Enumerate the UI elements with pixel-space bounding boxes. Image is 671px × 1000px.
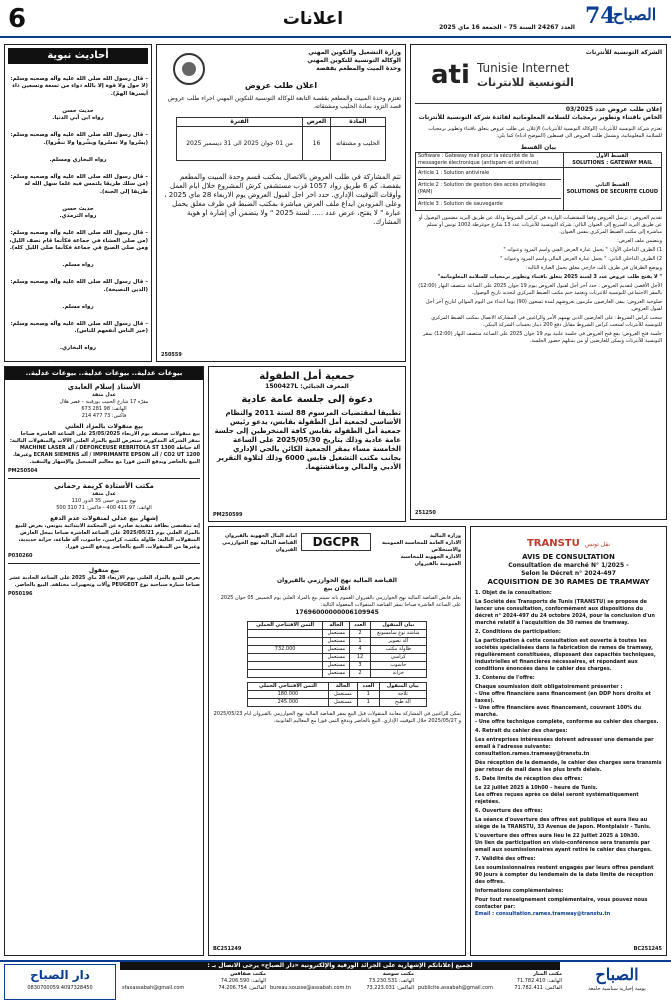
transtu-line: Pour tout renseignement complémentaire, vous pouvez nous contacter par: (475, 897, 648, 910)
table-cell (416, 168, 564, 211)
office-line: الهاتف: 71.782.410 (516, 978, 562, 984)
transtu-line: Informations complémentaires: (475, 888, 564, 894)
table-cell: آلة تصوير (370, 638, 426, 646)
table-cell: مستعمل (323, 662, 350, 670)
footer-sub-logo (4, 964, 116, 1000)
footer-office (418, 971, 562, 1000)
table-row (248, 630, 427, 638)
table-cell: 3 (350, 662, 370, 670)
dgcpr-org-line: القباضة المالية نهج الخوارزمي القيروان (222, 540, 297, 553)
table-cell: مستعمل (323, 638, 350, 646)
table-cell: 1 (358, 691, 380, 699)
training-title: اعلان طلب عروض (244, 81, 318, 90)
office-line: نهج سيدي حسن 35 الدور 110 (71, 498, 137, 504)
table-header: الفترة (177, 118, 303, 127)
dgcpr-table-2 (247, 682, 427, 707)
table-cell: شاشة نوع سامسونغ (370, 630, 426, 638)
transtu-line: L'ouverture des offres aura lieu le 22 juillet 2025 à 10h30. (475, 833, 640, 839)
training-org (221, 49, 401, 73)
ati-paragraph: سحب كراس الشروط: على العارضين الذين يهمهم الأمر والراغبين في المشاركة الاتصال بمكتب الضبط المركزي للتونسية للأنترنات لسحب كراس الشروط مقابل دفع 200 دينار بحساب الشركة البنكي. (431, 315, 662, 328)
office-title: مكتب الأستاذة كريمة رحماني (54, 482, 154, 490)
table-row (248, 654, 427, 662)
hadith-item: – قال رسول الله صلى الله عليه وآله وصحبه وسلم: (خير الناس أنفعهم للناس). (10, 320, 148, 334)
transtu-line: Les entreprises intéressées doivent adresser une demande par email à l'adresse suivante: consultation.rames.tramway@transtu.tn (475, 737, 654, 757)
training-org-line: وزارة التشغيل والتكوين المهني (308, 49, 401, 56)
transtu-line: Chaque soumission doit obligatoirement présenter : (475, 684, 623, 690)
transtu-line: - Une offre financière avec financement, couvrant 100% du marché. (475, 705, 642, 718)
transtu-logo-ar: نقل تونس (584, 541, 611, 548)
lot-item: Article 1 : Solution antivirale (418, 168, 561, 180)
page-header (0, 0, 671, 38)
dgcpr-footer: يمكن للراغبين في المشاركة معاينة المنقولات قبل البيع بمقر القباضة المالية نهج الخوارزمي بالقيروان ايام 2025/05/23 و 2025/05/27 خلال التوقيت الإداري. البيع بالحاضر ويدفع الثمن فورا مع المعاليم القانونية. (213, 711, 461, 724)
table-row (248, 646, 427, 654)
table-row (248, 670, 427, 678)
table-row (248, 691, 427, 699)
table-cell: 180.000 (248, 691, 329, 699)
dgcpr-org-line: امانة المال الجهوية بالقيروان (225, 533, 297, 539)
table-cell: مستعمل (323, 654, 350, 662)
page-number: 6 (8, 4, 27, 34)
transtu-title: AVIS DE CONSULTATION (522, 553, 615, 561)
table-cell: طاولة مكتب (370, 646, 426, 654)
table-row (177, 118, 386, 127)
table-header: الحالة (328, 683, 357, 691)
ati-title: إعلان طلب عروض عدد 03/2025 (415, 103, 662, 114)
transtu-line: 7. Validité des offres: (475, 856, 536, 862)
table-cell: Software : Gateway mail pour la sécurité de la messagerie électronique (antispam et antivirus) (416, 153, 564, 168)
office-line: الهاتف: 74.206.590 (220, 978, 266, 984)
ati-intro: تعتزم شركة التونسية للأنترنات (الوكالة التونسية للأنترنات) الإعلان عن طلب عروض يتعلق باقتناء وتطوير برمجيات للسلامة المعلوماتية، ويشمل طلب العروض الى قسطين (الموضح ادناه) كما يلي: (428, 126, 662, 139)
dgcpr-body: يعلم قابض القباضة المالية نهج الخوارزمي بالقيروان العموم بانه سيتم بيع بالمزاد العلني يوم الخميس 05 جوان 2025 على الساعة العاشرة صباحا بمقر القباضة المنقولات المعقولة التالية: (220, 595, 461, 608)
table-header: بيان المنقول (370, 622, 426, 630)
transtu-logo-text: TRANSTU (526, 538, 580, 549)
dgcpr-title: القباضة المالية نهج الخوارزمي بالقيروان (277, 577, 397, 584)
transtu-line: 3. Contenu de l'offre: (475, 675, 535, 681)
office-name: مكتب سوسة (382, 971, 414, 977)
ati-paragraph: ويوضع الظرفان في ظرف ثالث خارجي مغلق يحمل العبارة التالية: (525, 265, 662, 271)
table-cell (248, 630, 323, 638)
sale-title: بيع منقولات بالمزاد العلني (64, 423, 144, 430)
table-cell: كراسي (370, 654, 426, 662)
table-header: المادة (330, 118, 385, 127)
table-cell: مستعمل (323, 646, 350, 654)
ati-table-header: بيان القسط (520, 144, 557, 151)
ati-subtitle: الخاص باقتناء وتطوير برمجيات للسلامة المعلوماتية لفائدة شركة التونسية للأنترنات (418, 114, 662, 121)
ati-lots-table (415, 152, 662, 211)
table-cell: 732.000 (248, 646, 323, 654)
table-cell: 1 (358, 699, 380, 707)
transtu-line: Email : consultation.rames.tramway@transtu.tn (475, 911, 611, 917)
table-cell: 4 (350, 646, 370, 654)
ati-ad (410, 44, 667, 520)
table-cell: القسط الأول SOLUTIONS : GATEWAY MAIL (563, 153, 661, 168)
training-ad (156, 44, 406, 362)
section-title: اعلانات (282, 9, 344, 29)
transtu-sub2: Selon le Décret n° 2024-497 (521, 570, 616, 577)
table-header: الثمن الافتتاحي الجملي (248, 622, 323, 630)
office-line: الهاتف: 73.230.531 (368, 978, 414, 984)
table-header: الثمن الافتتاحي الجملي (248, 683, 329, 691)
table-cell (248, 662, 323, 670)
training-org-line: وحدة الميت والمطعم بقفصة (316, 65, 401, 72)
hadith-source: رواه البخاري ومسلم. (49, 156, 107, 163)
hadith-item: – قال رسول الله صلى الله عليه وآله وصحبه وسلم: (الدين النصيحة). (10, 279, 148, 293)
hadith-list (8, 68, 148, 362)
association-sub: المعرف الجبائي: 1500427L (265, 383, 349, 390)
transtu-line: Dès réception de la demande, le cahier des charges sera transmis par retour de mail dans les plus brefs délais. (475, 760, 662, 773)
table-row (177, 127, 386, 161)
transtu-line: 4. Retrait du cahier des charges: (475, 728, 568, 734)
table-row (248, 683, 427, 691)
transtu-line: 1. Objet de la consultation: (475, 590, 552, 596)
office-line: الفاكس: 71.782.411 (514, 985, 562, 991)
table-cell: مستعمل (328, 691, 357, 699)
office-sub: عدل منفذ (91, 392, 116, 398)
table-cell: 2 (350, 630, 370, 638)
sale-text: يعرض للبيع بالمزاد العلني يوم الاربعاء 28 ماي 2025 على الساعة الحادية عشر صباحا سيارة سياحية نوع PEUGEOT وآلات وتجهيزات مختلفة. البيع بالحاضر. (8, 575, 200, 588)
issue-info: العدد 24267 السنة 75 – الجمعة 16 ماي 2025 (439, 24, 575, 31)
table-cell: 1 (350, 638, 370, 646)
hadith-item: – قال رسول الله صلى الله عليه وآله وصحبه وسلم: (لا حول ولا قوة إلا بالله دواء من تسعة وتسعين داء أيسرها الهمّ). (10, 75, 148, 97)
transtu-line: 2. Conditions de participation: (475, 629, 561, 635)
training-logo-icon (167, 51, 211, 87)
association-heading: دعوة إلى جلسة عامة عادية (241, 394, 373, 405)
hadith-source: رواه مسلم. (62, 303, 94, 310)
table-cell: حاسوب (370, 662, 426, 670)
hadith-source: حديث حسن رواه ابن أبي الدنيا. (52, 107, 104, 121)
office-title: الأستاذ إسلام العابدي (67, 383, 141, 391)
ad-code: PM250504 (8, 468, 38, 474)
sale-title: بيع منقول (88, 567, 120, 574)
transtu-line: - Une offre technique complète, conforme au cahier des charges. (475, 719, 659, 725)
dgcpr-org-left (213, 533, 297, 554)
ad-code: PM250599 (213, 512, 243, 518)
table-cell: آلة طبخ (379, 699, 426, 707)
hadith-source: حديث حسن رواه الترمذي. (59, 205, 97, 219)
transtu-line: 5. Date limite de réception des offres: (475, 776, 583, 782)
transtu-line: Un lien de participation en visio-conférence sera transmis par email aux soumissionnaires ayant retiré le cahier des charges. (475, 840, 652, 853)
table-row (248, 699, 427, 707)
ati-paragraph: الأجل الأقصى لتقديم العروض : حدد آخر أجل لقبول العروض بيوم 19 جوان 2025 على الساعة منتصف النهار (12:00) بالمقر الاجتماعي للتونسية للانترنات ويعتمد ختم مكتب الضبط المركزي لتحديد تاريخ الوصول. (418, 283, 662, 296)
table-cell: الحليب و مشتقاته (330, 127, 385, 161)
sale-text: إنه بمقتضى بطاقة تنفيذية صادرة عن المحكمة الابتدائية بتونس، يعرض للبيع بالمزاد العلني يوم 2025/05/21 على الساعة العاشرة صباحا بمحل العارض المنقولات التالية: طاولة مكتب، كراسي، حاسوب، آلة طباعة، خزانة حديدية، وغيرها من المنقولات. البيع بالحاضر ويدفع الثمن فورا. (15, 523, 200, 550)
footer-phone: 0830700059:4097328450 (27, 985, 93, 991)
judicial-band: بيوعات عدلية.. بيوعات عدلية.. بيوعات عدلية.. (5, 367, 203, 380)
training-intro: تعتزم وحدة المبيت والمطعم بقفصة التابعة للوكالة التونسية للتكوين المهني اجراء طلب عروض قصد التزود بمادة الحليب ومشتقاته. (167, 95, 401, 110)
table-cell: 245.000 (248, 699, 329, 707)
table-row (248, 662, 427, 670)
table-row (248, 622, 427, 630)
ati-paragraph: صلوحية العروض: يبقى العارضون ملزمون بعروضهم لمدة تسعون (90) يوما ابتداء من اليوم الموالي لتاريخ آخر أجل لقبول العروض. (425, 299, 662, 312)
table-header: بيان المنقول (379, 683, 426, 691)
transtu-line: - Une offre financière sans financement (en DDP hors droits et taxes). (475, 691, 651, 704)
transtu-sub1: Consultation de marché N° 1/2025 - (508, 562, 629, 569)
dgcpr-ref: 17696000000006109945 (295, 609, 379, 616)
table-header: الغرض (303, 118, 331, 127)
hadith-source: رواه البخاري. (59, 345, 97, 351)
transtu-line: La Société des Transports de Tunis (TRANSTU) se propose de lancer une consultation, conformément aux dispositions du décret n° 2024-497 du 24 octobre 2024, pour la conclusion d'un marché relatif à l'acquisition de 30 rames de tramway. (475, 599, 655, 626)
ati-paragraph: جلسة فتح العروض: يقع فتح العروض في جلسة علنية يوم 19 جوان 2025 على الساعة منتصف النهار (12:00) بمقر التونسية للأنترنات ويمكن للعارضين أو من يمثلهم حضور الجلسة. (423, 331, 662, 344)
dgcpr-org-line: الادارة الجهوية للمحاسبة العمومية بالقيروان (400, 554, 461, 567)
table-cell: القسط الثاني SOLUTIONS DE SECURITE CLOUD (563, 168, 661, 211)
dgcpr-org-line: وزارة المالية (429, 533, 461, 539)
ati-logo-short: ati (431, 60, 470, 90)
office-sub: عدل منفذ (91, 491, 116, 497)
table-cell: مستعمل (328, 699, 357, 707)
ad-code: BC251249 (213, 946, 242, 952)
sale-text: بيع منقولات صحيفة يوم الاربعاء 25/05/2025 على الساعة العاشرة صباحا بمقر الشركة المذكورة، ستعرض للبيع بالمزاد العلني الآلات والمنقولات التالية: آلة خياطة DEFONCEUSE REBRITOLA ST 1300 / آلة MACHINE LASER CO2 UT 1200 / آلة IMPRIMANTE EPSON / آلة ECRAN SIEMENS وغيرها. البيع بالحاضر ويدفع الثمن فورا مع معاليم التسجيل والإشهار والتنفيذ. (9, 431, 200, 465)
table-header: العدد (350, 622, 370, 630)
office-line: الفاكس: 73.223.031 (366, 985, 414, 991)
table-cell: مستعمل (323, 630, 350, 638)
ad-code: BC251245 (633, 946, 662, 952)
ad-code: 251250 (415, 510, 436, 516)
association-body: تطبيقا لمقتضيات المرسوم 88 لسنة 2011 والنظام الأساسي لجمعية أمل الطفولة بقابس، يدعو رئيس جمعية أمل الطفولة بقابس كافة المنخرطين إلى جلسة عامة عادية وذلك بتاريخ 2025/05/30 على الساعة الخامسة مساء بمقر الجمعية الكائن بالحي الإداري بجانب مكتب التشغيل قابس 6000 وذلك لتلاوة التقرير الأدبي والمالي ومناقشتهما. (214, 409, 401, 471)
office-line: الهاتف: 97 411 400 – فاكس: 71 310 500 (56, 505, 152, 511)
hadith-item: – قال رسول الله صلى الله عليه وآله وصحبه وسلم: (من سلك طريقا يلتمس فيه علما سهل الله له طريقا إلى الجنة). (10, 173, 148, 195)
office-line: الهاتف: 98 281 673 (81, 406, 127, 412)
transtu-ad (470, 526, 667, 956)
table-cell: 12 (350, 654, 370, 662)
office-name: مكتب صفاقس (230, 971, 266, 977)
footer-sub-logo-text: دار الصباح (30, 968, 90, 982)
dgcpr-table-1 (247, 621, 427, 678)
ati-paragraph: ويتضمن ملف العرض: (617, 238, 662, 244)
ati-logo-en: Tunisie Internet (477, 61, 570, 75)
table-cell: مستعمل (323, 670, 350, 678)
transtu-logo (475, 531, 662, 553)
table-cell (248, 638, 323, 646)
office-line: الفاكس: 74.206.754 (218, 985, 266, 991)
hadith-item: – قال رسول الله صلى الله عليه وآله وصحبه وسلم: (من صلى العشاء في جماعة فكأنما قام نصف الليل، ومن صلى الصبح في جماعة فكأنما صلى الليل كله). (9, 230, 148, 251)
office-line: مقرّه 17 شارع الحبيب بورقيبة – قصر هلال (59, 399, 149, 405)
dgcpr-ad (208, 526, 466, 956)
training-body: تتم المشاركة في طلب العروض بالاتصال بمكتب قسم وحدة المبيت والمطعم بقفصة، كم 6 طريق رواد 1057 قرب مستشفى كرش المشروع خلال ايام العمل وأوقات التوقيت الإداري. حدد اخر اجل لقبول العروض يوم الاربعاء 28 ماي 2025 ، وعلى المزودين ايداع ملف العرض مباشرة بمكتب الضبط في ظرف مغلق يحمل عبارة " لا يفتح، عرض عدد ..... لسنة 2025 " ولا يتضمن أي إشارة او هوية المشارك. (164, 173, 401, 226)
association-ad (208, 366, 406, 522)
footer-logo (566, 964, 668, 1000)
ati-logo-ar: التونسية للانترنات (477, 76, 574, 89)
hadith-item: – قال رسول الله صلى الله عليه وآله وصحبه وسلم: (يسّروا ولا تعسّروا وبشّروا ولا تنفّروا). (10, 132, 148, 146)
office-email[interactable]: publicite.assabah@gmail.com (418, 985, 493, 991)
footer-office (270, 971, 414, 1000)
table-cell (248, 670, 323, 678)
table-cell: خزانة (370, 670, 426, 678)
transtu-line: Les soumissionnaires restent engagés par leurs offres pendant 90 jours à compter du lendemain de la date limite de réception des offres. (475, 865, 654, 885)
ati-paragraph: 1) الظرف الداخلي الأول: " يحمل عبارة العرض الفني واسم المزود وعنوانه " (503, 247, 662, 253)
office-name: مكتب المنار (533, 971, 562, 977)
transtu-body (475, 590, 662, 918)
transtu-line: La participation à cette consultation est ouverte à toutes les sociétés spécialisées dans la fabrication de rames de tramway, régulièrement constituées, disposant des capacités techniques, industrielles et financières nécessaires, et répondant aux conditions énoncées dans le cahier des charges. (475, 638, 656, 672)
dgcpr-org-right (381, 533, 461, 568)
dgcpr-logo-text: DGCPR (301, 533, 371, 551)
table-row (416, 153, 662, 168)
footer-band: لجميع إعلاناتكم الإشهارية على الجرائد الورقية والإلكترونية «دار الصباح» يرجى الاتصال بـ : (120, 962, 560, 970)
office-email[interactable]: sfaxassabah@gmail.com (122, 985, 185, 991)
sale-title: إشهار بيع عدلي لمنقولات عدم الدفع (50, 515, 158, 522)
ati-logo (431, 59, 651, 95)
hadith-box (4, 44, 152, 362)
dgcpr-logo (301, 533, 371, 551)
logo-text: الصباح (613, 5, 657, 24)
lot-item: Article 2 : Solution de gestion des accès privilégiés (PAM) (418, 180, 561, 199)
ati-body (415, 215, 662, 345)
table-header: الحالة (323, 622, 350, 630)
ati-paragraph: " لا يفتح طلب عروض عدد 3 لسنة 2025 يتعلق باقتناء وتطوير برمجيات للسلامة المعلوماتية" (437, 274, 662, 280)
header-logo (585, 2, 669, 36)
ati-paragraph: تقديم العروض : ترسل العروض وفقا للمقتضيات الواردة في كراس الشروط وذلك عن طريق البريد مضمون الوصول أو عن طريق البريد السريع إلى العنوان التالي: شركة التونسية للأنترنات عدد 13 شارع جوغرطة 1002 تونس أو تسلم مباشرة إلى مكتب الضبط المركزي بنفس العنوان. (418, 215, 662, 235)
table-cell: 2 (350, 670, 370, 678)
training-logo (167, 51, 211, 87)
table-cell: 16 (303, 127, 331, 161)
page-footer (0, 960, 671, 1000)
transtu-line: 6. Ouverture des offres: (475, 808, 543, 814)
ad-code: 250559 (161, 352, 182, 358)
transtu-line: Les offres reçues après ce délai seront systématiquement rejetées. (475, 792, 639, 805)
table-row (416, 168, 662, 211)
ad-code: P050196 (8, 591, 33, 597)
footer-logo-text: الصباح (595, 965, 639, 984)
training-table (176, 117, 386, 161)
dgcpr-org-line: الادارة العامة للمحاسبة العمومية والاستخلاص (382, 540, 461, 553)
table-cell (248, 654, 323, 662)
ati-org: الشركة التونسية للأنترنات (585, 49, 662, 56)
footer-tagline: يومية إخبارية سياسية جامعة (588, 986, 646, 992)
transtu-line: Le 22 juillet 2025 à 10h00 – heure de Tunis. (475, 785, 598, 791)
logo-number: 74 (585, 4, 616, 28)
office-line: فاكس: 73 477 214 (81, 413, 127, 419)
office-email[interactable]: bureau.sousse@assabah.com.tn (270, 985, 352, 991)
training-org-line: الوكالة التونسية للتكوين المهني (307, 57, 401, 64)
footer-office (122, 971, 266, 1000)
dgcpr-sub: اعلان بيع (323, 585, 351, 592)
ati-paragraph: 2) الظرف الداخلي الثاني: " يحمل عبارة العرض المالي واسم المزود وعنوانه " (500, 256, 662, 262)
lot-item: Article 3 : Solution de sauvegarde (418, 201, 503, 207)
table-row (248, 638, 427, 646)
ad-code: P030260 (8, 553, 33, 559)
transtu-line: La séance d'ouverture des offres est publique et aura lieu au siège de la TRANSTU, 33 Avenue de Japon. Montplaisir - Tunis. (475, 817, 651, 830)
judicial-sales (4, 366, 204, 956)
hadith-source: رواه مسلم. (62, 262, 94, 268)
association-title: جمعية أمل الطفولة (259, 371, 355, 382)
table-cell: ثلاجة (379, 691, 426, 699)
table-header: العدد (358, 683, 380, 691)
hadith-title: أحاديث نبوية (8, 48, 148, 64)
table-cell: من 01 جوان 2025 الى 31 ديسمبر 2025 (177, 127, 303, 161)
transtu-sub3: ACQUISITION DE 30 RAMES DE TRAMWAY (487, 578, 650, 586)
